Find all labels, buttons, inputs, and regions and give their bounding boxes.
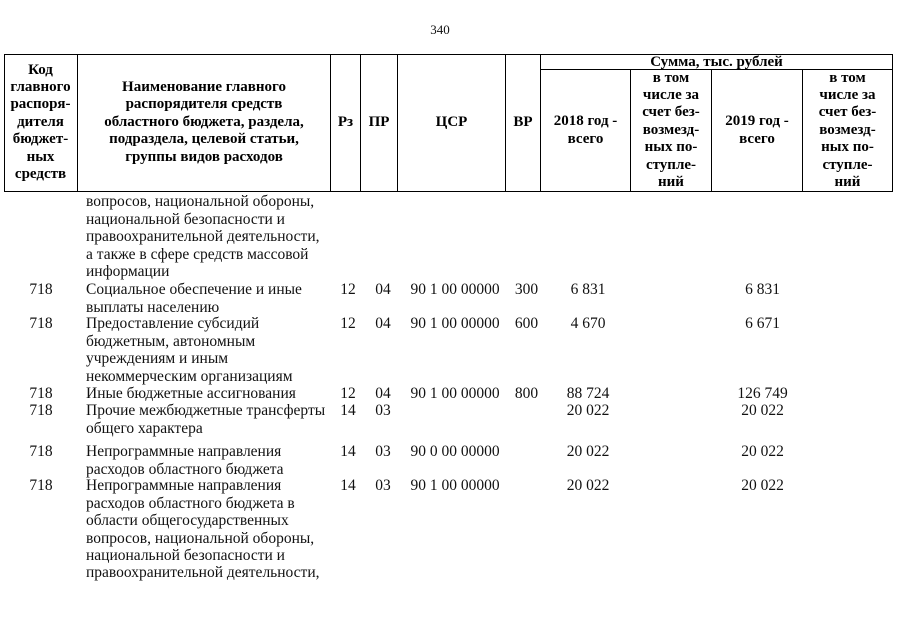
- row-csr: 90 1 00 00000: [410, 477, 500, 495]
- row-rz: 12: [340, 385, 356, 403]
- row-total-2019: 20 022: [741, 477, 784, 495]
- row-pr: 03: [375, 443, 391, 461]
- row-code: 718: [29, 281, 53, 299]
- row-rz: 14: [340, 477, 356, 495]
- row-code: 718: [29, 315, 53, 333]
- row-pr: 03: [375, 477, 391, 495]
- row-total-2019: 6 671: [745, 315, 780, 333]
- row-total-2019: 20 022: [741, 443, 784, 461]
- row-csr: 90 1 00 00000: [410, 385, 500, 403]
- row-code: 718: [29, 385, 53, 403]
- row-total-2018: 4 670: [570, 315, 606, 333]
- row-vr: 300: [514, 281, 539, 299]
- row-total-2019: 6 831: [745, 281, 780, 299]
- page-number: 340: [430, 22, 450, 37]
- header-total-2019: 2019 год - всего: [712, 70, 803, 192]
- row-rz: 14: [340, 402, 356, 420]
- row-name: Социальное обеспечение и иные выплаты населению: [86, 281, 302, 316]
- header-total-2018: 2018 год - всего: [541, 70, 631, 192]
- row-total-2018: 88 724: [566, 385, 610, 403]
- row-csr: 90 1 00 00000: [410, 281, 500, 299]
- row-csr: 90 0 00 00000: [410, 443, 500, 461]
- header-csr: ЦСР: [398, 54, 506, 192]
- row-code: 718: [29, 402, 53, 420]
- row-total-2018: 6 831: [570, 281, 606, 299]
- row-name: Непрограммные направления расходов областного бюджета: [86, 443, 284, 478]
- header-pr: ПР: [361, 54, 398, 192]
- row-total-2019: 20 022: [741, 402, 784, 420]
- header-bezv-2019: в том числе за счет без- возмезд- ных по- ступле- ний: [803, 70, 893, 192]
- row-name: Предоставление субсидий бюджетным, автономным учреждениям и иным некоммерческим организациям: [86, 315, 293, 385]
- row-total-2018: 20 022: [566, 402, 610, 420]
- header-rz: Рз: [331, 54, 361, 192]
- header-code: Код главного распоря- дителя бюджет- ных средств: [4, 54, 78, 192]
- row-code: 718: [29, 477, 53, 495]
- row-pr: 04: [375, 385, 391, 403]
- row-name: Иные бюджетные ассигнования: [86, 385, 296, 403]
- row-name: Непрограммные направления расходов областного бюджета в области общегосударственных вопросов, национальной обороны, национальной безопасности и правоохранительной деятельности,: [86, 477, 320, 582]
- row-pr: 03: [375, 402, 391, 420]
- row-vr: 800: [514, 385, 539, 403]
- row-rz: 14: [340, 443, 356, 461]
- header-name: Наименование главного распорядителя средств областного бюджета, раздела, подраздела, целевой статьи, группы видов расходов: [78, 54, 331, 192]
- row-pr: 04: [375, 315, 391, 333]
- row-csr: 90 1 00 00000: [410, 315, 500, 333]
- row-code: 718: [29, 443, 53, 461]
- row-total-2018: 20 022: [566, 443, 610, 461]
- row-name: Прочие межбюджетные трансферты общего характера: [86, 402, 326, 437]
- header-vr: ВР: [506, 54, 541, 192]
- row-name: вопросов, национальной обороны, национальной безопасности и правоохранительной деятельности, а также в сфере средств массовой информации: [86, 193, 320, 280]
- row-total-2018: 20 022: [566, 477, 610, 495]
- row-rz: 12: [340, 281, 356, 299]
- row-total-2019: 126 749: [737, 385, 788, 403]
- row-vr: 600: [514, 315, 539, 333]
- header-sum-group: Сумма, тыс. рублей: [541, 54, 893, 70]
- row-pr: 04: [375, 281, 391, 299]
- header-bezv-2018: в том числе за счет без- возмезд- ных по- ступле- ний: [631, 70, 712, 192]
- row-rz: 12: [340, 315, 356, 333]
